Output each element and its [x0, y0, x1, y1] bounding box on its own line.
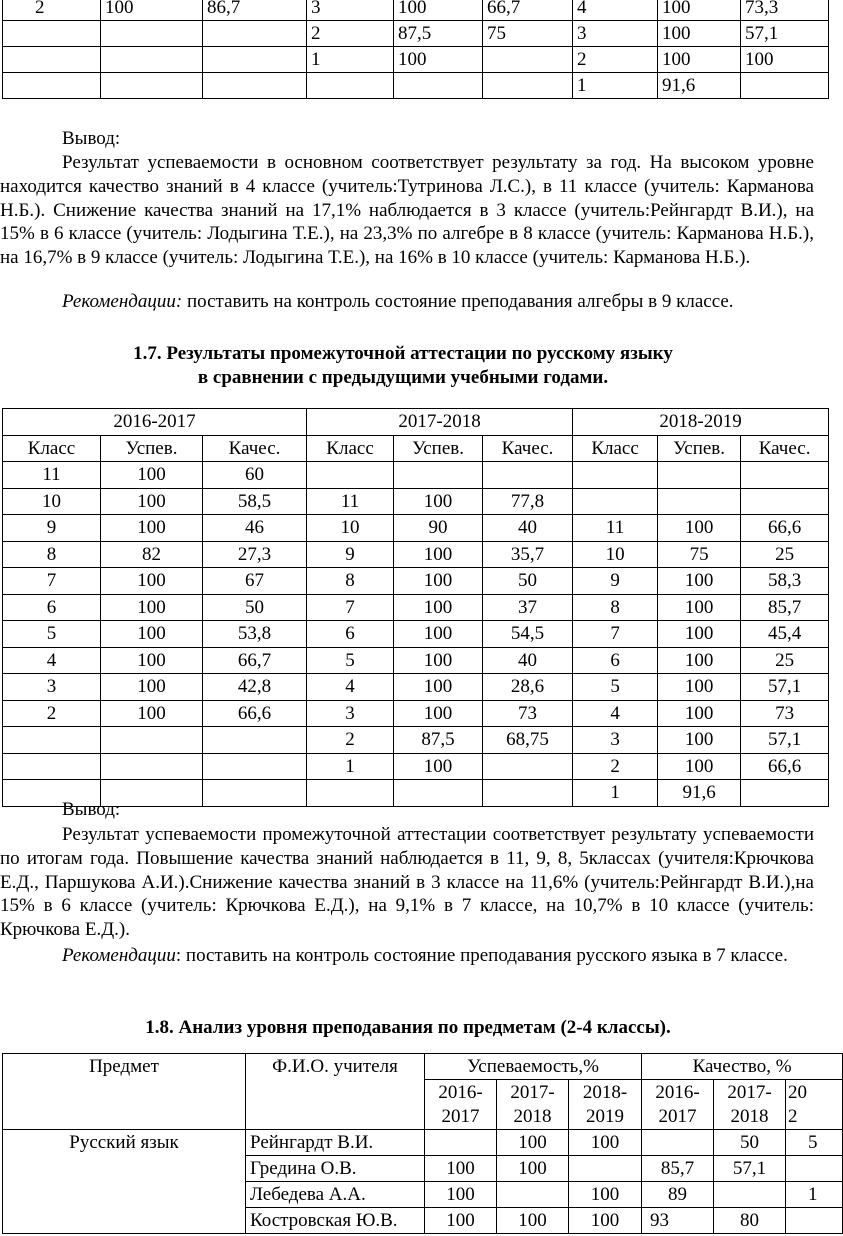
table-cell: [483, 462, 573, 489]
table-cell: 100: [101, 462, 203, 489]
year-header-row: [3, 409, 829, 436]
table-row: [3, 647, 829, 674]
success-header: Успеваемость,%: [425, 1054, 642, 1080]
table-cell: 5: [307, 647, 394, 674]
table-cell: [101, 47, 203, 73]
quality-year: 2017- 2018: [714, 1080, 786, 1130]
column-header: Успев.: [394, 435, 483, 462]
table-cell: [3, 73, 101, 99]
teacher-cell: Лебедева А.А.: [246, 1182, 425, 1208]
table-cell: 100: [658, 515, 741, 542]
table-cell: 40: [483, 647, 573, 674]
table-cell: 100: [658, 621, 741, 648]
table-cell: 100: [658, 47, 741, 73]
table-cell: [203, 727, 307, 754]
table-cell: [307, 462, 394, 489]
table-row: [3, 753, 829, 780]
table-cell: 2: [573, 47, 658, 73]
table-cell: 9: [573, 568, 658, 595]
column-header: Качес.: [483, 435, 573, 462]
table-cell: 50: [203, 594, 307, 621]
table-cell: 3: [307, 0, 394, 21]
table-cell: 57,1: [741, 21, 829, 47]
table-cell: 73,3: [741, 0, 829, 21]
table-cell: 60: [203, 462, 307, 489]
table-cell: 9: [307, 541, 394, 568]
table-cell: 10: [573, 541, 658, 568]
value-cell: [786, 1156, 843, 1182]
section-heading-1-7-line2: в сравнении с предыдущими учебными годами.: [197, 367, 609, 388]
recommendation-label-1: Рекомендации:: [62, 291, 183, 312]
year-header: 2017-2018: [307, 409, 573, 436]
table-cell: 100: [101, 594, 203, 621]
table-cell: 5: [3, 621, 101, 648]
table-cell: 100: [658, 21, 741, 47]
column-header: Успев.: [101, 435, 203, 462]
teaching-analysis-table: [2, 1053, 843, 1234]
table3-header-row: [3, 1054, 843, 1080]
table-cell: 100: [394, 647, 483, 674]
table-cell: 66,7: [483, 0, 573, 21]
table-cell: 100: [658, 0, 741, 21]
table-cell: 1: [307, 47, 394, 73]
table-cell: [101, 727, 203, 754]
table1-body: [3, 0, 829, 99]
table-cell: 6: [573, 647, 658, 674]
table-cell: [483, 73, 573, 99]
table-cell: [394, 73, 483, 99]
table-cell: [203, 47, 307, 73]
value-cell: 85,7: [642, 1156, 714, 1182]
table-cell: 100: [658, 753, 741, 780]
column-header: Качес.: [741, 435, 829, 462]
table-cell: 100: [101, 515, 203, 542]
table-cell: [483, 753, 573, 780]
table-cell: 87,5: [394, 21, 483, 47]
table-cell: 11: [573, 515, 658, 542]
table-cell: 54,5: [483, 621, 573, 648]
table-cell: 4: [573, 0, 658, 21]
table-cell: [203, 21, 307, 47]
table-cell: [203, 753, 307, 780]
recommendation-1: [0, 290, 814, 314]
section-heading-1-8: 1.8. Анализ уровня преподавания по предметам (2-4 классы).: [145, 1017, 671, 1038]
table-cell: 2: [573, 753, 658, 780]
russian-results-table: [2, 408, 829, 807]
table-cell: 66,6: [203, 700, 307, 727]
table-cell: 91,6: [658, 73, 741, 99]
value-cell: [497, 1182, 569, 1208]
section-heading-1-7-line1: 1.7. Результаты промежуточной аттестации по русскому языку: [133, 343, 673, 364]
value-cell: [569, 1156, 642, 1182]
table-cell: [573, 462, 658, 489]
table-cell: [741, 73, 829, 99]
table-row: [3, 515, 829, 542]
table-cell: 45,4: [741, 621, 829, 648]
table-cell: 68,75: [483, 727, 573, 754]
table-cell: 4: [573, 700, 658, 727]
table-cell: 58,5: [203, 488, 307, 515]
table3-row: [3, 1130, 843, 1156]
value-cell: 100: [569, 1208, 642, 1234]
table-cell: [3, 47, 101, 73]
table-cell: [101, 73, 203, 99]
table-row: [3, 0, 829, 21]
recommendation-text-1: поставить на контроль состояние преподавания алгебры в 9 классе.: [182, 291, 734, 312]
table-cell: 73: [483, 700, 573, 727]
table-cell: 100: [394, 700, 483, 727]
table-cell: 87,5: [394, 727, 483, 754]
table-cell: 66,6: [741, 753, 829, 780]
column-header: Качес.: [203, 435, 307, 462]
table-cell: 10: [307, 515, 394, 542]
value-cell: [642, 1130, 714, 1156]
table-cell: 100: [394, 674, 483, 701]
table-cell: 100: [658, 674, 741, 701]
conclusion-text-1: Результат успеваемости в основном соответствует результату за год. На высоком уровне находится качество знаний в 4 классе (учитель:Тутринова Л.С.), в 11 классе (учитель: Карманова Н.Б.). Снижение качества знаний на 17,1% наблюдается в 3 классе (учитель:Рейнгардт В.И.), на 15% в 6 классе (учитель: Лодыгина Т.Е.), на 23,3% по алгебре в 8 классе (учитель: Карманова Н.Б.), на 16,7% в 9 классе (учитель: Лодыгина Т.Е.), на 16% в 10 классе (учитель: Карманова Н.Б.).: [0, 152, 814, 268]
table-cell: 100: [101, 568, 203, 595]
year-header: 2018-2019: [573, 409, 829, 436]
table-cell: 25: [741, 647, 829, 674]
value-cell: 57,1: [714, 1156, 786, 1182]
table-cell: 3: [307, 700, 394, 727]
table-cell: 100: [394, 541, 483, 568]
conclusion-label-2: Вывод:: [62, 799, 121, 820]
table-cell: 100: [394, 488, 483, 515]
table2-body: [3, 409, 829, 807]
table-row: [3, 621, 829, 648]
table-cell: 100: [741, 47, 829, 73]
table-cell: 3: [3, 674, 101, 701]
table-cell: 100: [101, 674, 203, 701]
value-cell: 80: [714, 1208, 786, 1234]
table-cell: 100: [658, 700, 741, 727]
table-cell: 4: [3, 647, 101, 674]
value-cell: [425, 1130, 497, 1156]
table-cell: 67: [203, 568, 307, 595]
value-cell: 5: [786, 1130, 843, 1156]
table-cell: 6: [307, 621, 394, 648]
subject-header: Предмет: [3, 1054, 246, 1130]
teacher-cell: Гредина О.В.: [246, 1156, 425, 1182]
table-cell: [307, 73, 394, 99]
table-cell: 86,7: [203, 0, 307, 21]
table-cell: 8: [573, 594, 658, 621]
table-cell: 7: [3, 568, 101, 595]
column-header: Класс: [3, 435, 101, 462]
table-cell: 100: [658, 727, 741, 754]
attestation-table-continued: [2, 0, 829, 99]
table-cell: [483, 47, 573, 73]
table-cell: 58,3: [741, 568, 829, 595]
success-year: 2016- 2017: [425, 1080, 497, 1130]
table-cell: 100: [394, 0, 483, 21]
table-cell: 37: [483, 594, 573, 621]
success-year: 2017- 2018: [497, 1080, 569, 1130]
value-cell: 100: [569, 1130, 642, 1156]
table-cell: 77,8: [483, 488, 573, 515]
column-header: Класс: [573, 435, 658, 462]
recommendation-label-2: Рекомендации: [62, 945, 176, 966]
table-cell: 66,6: [741, 515, 829, 542]
value-cell: 89: [642, 1182, 714, 1208]
table-cell: 25: [741, 541, 829, 568]
table-cell: 27,3: [203, 541, 307, 568]
recommendation-2: [0, 944, 814, 968]
conclusion-label-1: Вывод:: [62, 128, 121, 149]
table-cell: 85,7: [741, 594, 829, 621]
value-cell: 50: [714, 1130, 786, 1156]
table-cell: 5: [573, 674, 658, 701]
table-cell: 7: [307, 594, 394, 621]
table-cell: [3, 753, 101, 780]
table-cell: 9: [3, 515, 101, 542]
table-cell: 100: [394, 594, 483, 621]
table-cell: 75: [483, 21, 573, 47]
teacher-cell: Костровская Ю.В.: [246, 1208, 425, 1234]
table-cell: 75: [658, 541, 741, 568]
table-row: [3, 21, 829, 47]
table-cell: 35,7: [483, 541, 573, 568]
table-cell: [573, 488, 658, 515]
table-cell: 2: [3, 0, 101, 21]
table-cell: 91,6: [658, 780, 741, 807]
table-cell: 100: [101, 488, 203, 515]
quality-year: 20 2: [786, 1080, 843, 1130]
table-row: [3, 727, 829, 754]
column-header: Класс: [307, 435, 394, 462]
table-cell: 100: [394, 753, 483, 780]
table-cell: 50: [483, 568, 573, 595]
table-cell: 57,1: [741, 727, 829, 754]
value-cell: 100: [425, 1156, 497, 1182]
table-cell: 57,1: [741, 674, 829, 701]
table-cell: 28,6: [483, 674, 573, 701]
table-cell: 1: [573, 780, 658, 807]
table-cell: 8: [3, 541, 101, 568]
value-cell: 100: [497, 1208, 569, 1234]
table-cell: [101, 753, 203, 780]
table-cell: [658, 462, 741, 489]
value-cell: 100: [425, 1182, 497, 1208]
table-row: [3, 594, 829, 621]
quality-year: 2016- 2017: [642, 1080, 714, 1130]
table-cell: 82: [101, 541, 203, 568]
year-header: 2016-2017: [3, 409, 307, 436]
value-cell: 93: [642, 1208, 714, 1234]
table-cell: [3, 21, 101, 47]
table-cell: 2: [307, 727, 394, 754]
value-cell: 100: [497, 1156, 569, 1182]
value-cell: 100: [425, 1208, 497, 1234]
value-cell: 100: [497, 1130, 569, 1156]
table-cell: 2: [3, 700, 101, 727]
table-cell: [203, 73, 307, 99]
table-cell: 100: [394, 568, 483, 595]
quality-header: Качество, %: [642, 1054, 843, 1080]
table-cell: 11: [3, 462, 101, 489]
table-row: [3, 674, 829, 701]
table-cell: 2: [307, 21, 394, 47]
table-cell: 40: [483, 515, 573, 542]
table-cell: 3: [573, 727, 658, 754]
recommendation-text-2: : поставить на контроль состояние преподавания русского языка в 7 классе.: [175, 945, 788, 966]
table-cell: 90: [394, 515, 483, 542]
table-row: [3, 47, 829, 73]
table-cell: 10: [3, 488, 101, 515]
table-cell: 66,7: [203, 647, 307, 674]
table-cell: 100: [101, 621, 203, 648]
value-cell: [786, 1208, 843, 1234]
table-cell: 42,8: [203, 674, 307, 701]
table-cell: 1: [573, 73, 658, 99]
table-cell: 100: [101, 700, 203, 727]
table-row: [3, 568, 829, 595]
success-year: 2018- 2019: [569, 1080, 642, 1130]
table-cell: 11: [307, 488, 394, 515]
table-cell: 100: [394, 621, 483, 648]
table-cell: 100: [101, 0, 203, 21]
conclusion-text-2: Результат успеваемости промежуточной аттестации соответствует результату успеваемости по итогам года. Повышение качества знаний наблюдается в 11, 9, 8, 5классах (учителя:Крючкова Е.Д., Паршукова А.И.).Снижение качества знаний в 3 классе на 11,6% (учитель:Рейнгардт В.И.),на 15% в 6 классе (учитель: Крючкова Е.Д.), на 9,1% в 7 классе, на 10,7% в 10 классе (учитель: Крючкова Е.Д.).: [0, 824, 814, 940]
table-cell: 1: [307, 753, 394, 780]
table-cell: [741, 488, 829, 515]
table-cell: [658, 488, 741, 515]
table-cell: 53,8: [203, 621, 307, 648]
table-cell: 100: [101, 647, 203, 674]
value-cell: 1: [786, 1182, 843, 1208]
table-cell: 6: [3, 594, 101, 621]
value-cell: [714, 1182, 786, 1208]
table-cell: 100: [658, 647, 741, 674]
table-cell: 4: [307, 674, 394, 701]
table-row: [3, 488, 829, 515]
table-row: [3, 462, 829, 489]
table-cell: [394, 462, 483, 489]
table-row: [3, 73, 829, 99]
table-cell: 3: [573, 21, 658, 47]
subject-cell: Русский язык: [3, 1130, 246, 1234]
teacher-header: Ф.И.О. учителя: [246, 1054, 425, 1130]
table-cell: 8: [307, 568, 394, 595]
table-cell: [3, 727, 101, 754]
table-row: [3, 700, 829, 727]
table-cell: 73: [741, 700, 829, 727]
table3-body: [3, 1054, 843, 1234]
table-cell: 46: [203, 515, 307, 542]
teacher-cell: Рейнгардт В.И.: [246, 1130, 425, 1156]
value-cell: 100: [569, 1182, 642, 1208]
table-cell: [741, 462, 829, 489]
table-cell: 7: [573, 621, 658, 648]
table-row: [3, 541, 829, 568]
table-cell: 100: [658, 594, 741, 621]
table-cell: 100: [394, 47, 483, 73]
column-header: Успев.: [658, 435, 741, 462]
table-cell: 100: [658, 568, 741, 595]
table-cell: [101, 21, 203, 47]
column-header-row: [3, 435, 829, 462]
